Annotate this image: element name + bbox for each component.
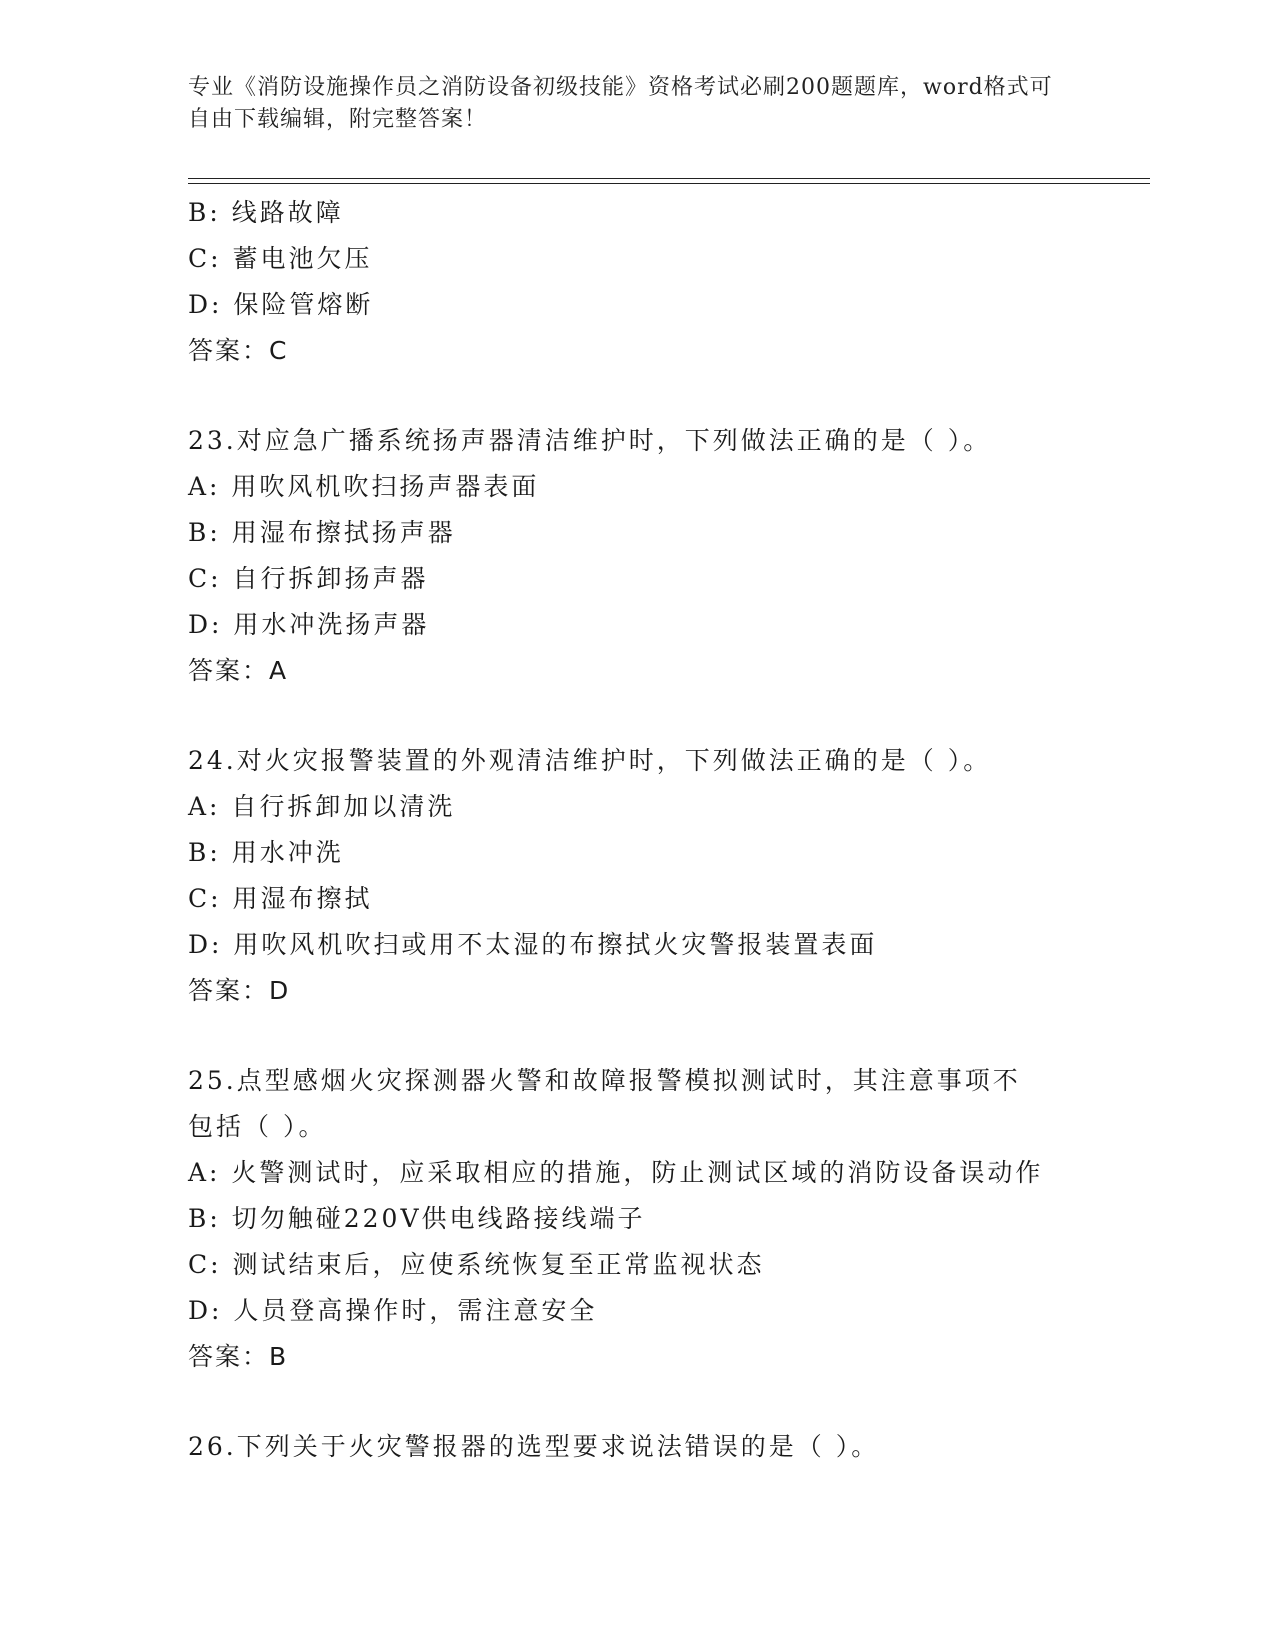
question-25 [188,1058,1088,1380]
option-c: C: 测试结束后，应使系统恢复至正常监视状态 [188,1250,765,1279]
question-stem: 24.对火灾报警装置的外观清洁维护时，下列做法正确的是（ ）。 [188,746,992,775]
question-23 [188,418,1088,694]
option-b: B: 用湿布擦拭扬声器 [188,518,456,547]
option-b: B: 切勿触碰220V供电线路接线端子 [188,1204,646,1233]
prev-question-tail [188,190,1088,374]
option-a: A: 用吹风机吹扫扬声器表面 [188,472,540,501]
question-body [188,190,1088,1470]
option-b: B: 用水冲洗 [188,838,344,867]
option-c: C: 蓄电池欠压 [188,244,373,273]
answer-line: 答案：B [188,1342,289,1371]
document-header: 专业《消防设施操作员之消防设备初级技能》资格考试必刷200题题库，word格式可自由下载编辑，附完整答案！ [188,75,1053,132]
question-26 [188,1424,1088,1470]
answer-line: 答案：D [188,976,291,1005]
header-rule-top [188,178,1150,179]
option-d: D: 人员登高操作时，需注意安全 [188,1296,598,1325]
option-b: B: 线路故障 [188,198,344,227]
option-c: C: 自行拆卸扬声器 [188,564,429,593]
answer-line: 答案：C [188,336,289,365]
option-d: D: 用水冲洗扬声器 [188,610,430,639]
option-a: A: 自行拆卸加以清洗 [188,792,456,821]
option-c: C: 用湿布擦拭 [188,884,373,913]
answer-line: 答案：A [188,656,289,685]
option-a: A: 火警测试时，应采取相应的措施，防止测试区域的消防设备误动作 [188,1158,1044,1187]
question-stem: 25.点型感烟火灾探测器火警和故障报警模拟测试时，其注意事项不包括（ ）。 [188,1066,1021,1141]
header-rule-bottom [188,183,1150,184]
question-stem: 26.下列关于火灾警报器的选型要求说法错误的是（ ）。 [188,1432,880,1461]
option-d: D: 用吹风机吹扫或用不太湿的布擦拭火灾警报装置表面 [188,930,878,959]
question-24 [188,738,1088,1014]
question-stem: 23.对应急广播系统扬声器清洁维护时，下列做法正确的是（ ）。 [188,426,992,455]
option-d: D: 保险管熔断 [188,290,374,319]
